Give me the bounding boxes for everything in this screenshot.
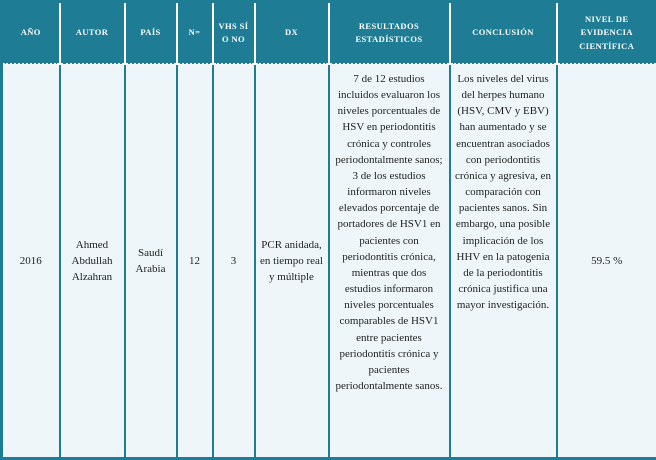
cell-dx: PCR anidada, en tiempo real y múltiple — [255, 64, 329, 459]
header-cell-vhs: VHS SÍ O NO — [213, 2, 255, 65]
table-row — [2, 64, 656, 459]
header-cell-pais: PAÍS — [125, 2, 177, 65]
cell-country: Saudí Arabia — [125, 64, 177, 459]
cell-author: Ahmed Abdullah Alzahran — [60, 64, 125, 459]
cell-conclusion: Los niveles del virus del herpes humano (HSV, CMV y EBV) han aumentado y se encuentran asociados con periodontitis crónica y agresiva, en comparación con pacientes sanos. Sin embargo, una posible implicación de los HHV en la patogenia de la periodontitis crónica justifica una mayor investigación. — [450, 64, 557, 459]
header-cell-ano: AÑO — [2, 2, 60, 65]
cell-vhs: 3 — [213, 64, 255, 459]
header-cell-resultados: RESULTADOS ESTADÍSTICOS — [329, 2, 450, 65]
header-cell-nivel-evidencia: NIVEL DE EVIDENCIA CIENTÍFICA — [557, 2, 656, 65]
header-row — [2, 2, 656, 65]
cell-evidence-level: 59.5 % — [557, 64, 656, 459]
cell-results: 7 de 12 estudios incluidos evaluaron los niveles porcentuales de HSV en periodontitis crónica y controles periodontalmente sanos; 3 de los estudios informaron niveles elevados porcentaje de portadores de HSV1 en pacientes con periodontitis crónica, mientras que dos estudios informaron niveles porcentuales comparables de HSV1 entre pacientes periodontitis crónica y pacientes periodontalmente sanos. — [329, 64, 450, 459]
header-cell-dx: DX — [255, 2, 329, 65]
header-cell-conclusion: CONCLUSIÓN — [450, 2, 557, 65]
cell-n: 12 — [177, 64, 213, 459]
header-cell-n: N= — [177, 2, 213, 65]
cell-year: 2016 — [2, 64, 60, 459]
header-cell-autor: AUTOR — [60, 2, 125, 65]
